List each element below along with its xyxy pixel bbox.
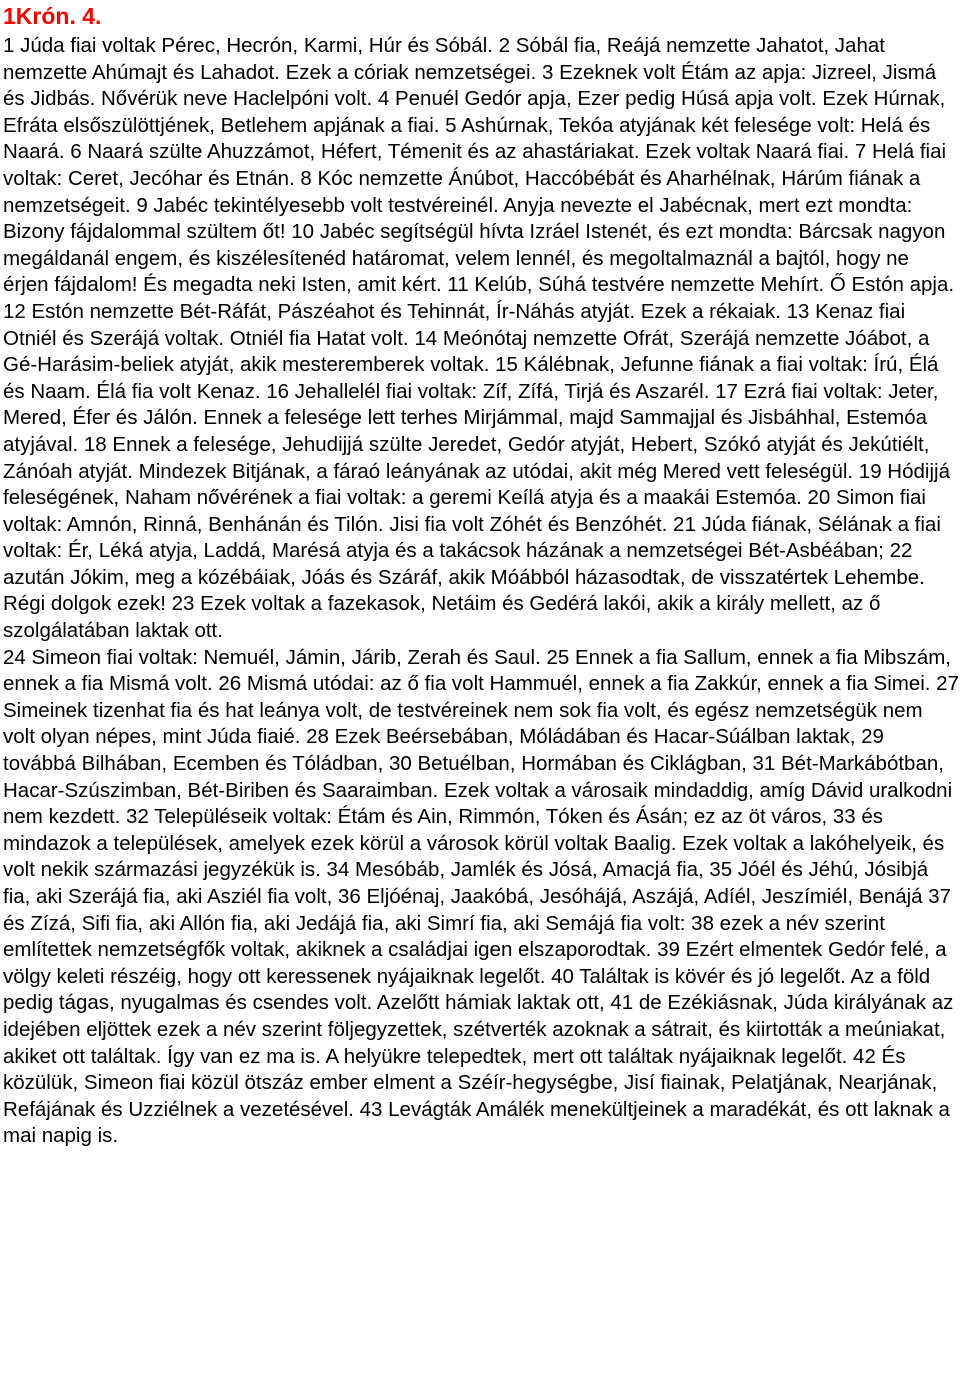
paragraph-verses-1-23: 1 Júda fiai voltak Pérec, Hecrón, Karmi, Húr és Sóbál. 2 Sóbál fia, Reájá nemzette Jahatot, Jahat nemzette Ahúmajt és Lahadot. Ezek a córiak nemzetségei. 3 Ezeknek volt Étám az apja: Jizreel, Jismá és Jidbás. Nővérük neve Haclelpóni volt. 4 Penuél Gedór apja, Ezer pedig Húsá apja volt. Ezek Húrnak, Efráta elsőszülöttjének, Betlehem apjának a fiai. 5 Ashúrnak, Tekóa atyjának két felesége volt: Helá és Naará. 6 Naará szülte Ahuzzámot, Héfert, Témenit és az ahastáriakat. Ezek voltak Naará fiai. 7 Helá fiai voltak: Ceret, Jecóhar és Etnán. 8 Kóc nemzette Ánúbot, Haccóbébát és Aharhélnak, Hárúm fiának a nemzetségeit. 9 Jabéc tekintélyesebb volt testvéreinél. Anyja nevezte el Jabécnak, mert ezt mondta: Bizony fájdalommal szültem őt! 10 Jabéc segítségül hívta Izráel Istenét, és ezt mondta: Bárcsak nagyon megáldanál engem, és kiszélesítenéd határomat, velem lennél, és megoltalmaznál a bajtól, hogy ne érjen fájdalom! És megadta neki Isten, amit kért. 11 Kelúb, Súhá testvére nemzette Mehírt. Ő Estón apja. 12 Estón nemzette Bét-Ráfát, Pászéahot és Tehinnát, Ír-Náhás atyját. Ezek a rékaiak. 13 Kenaz fiai Otniél és Szerájá voltak. Otniél fia Hatat volt. 14 Meónótaj nemzette Ofrát, Szerájá nemzette Jóábot, a Gé-Harásim-beliek atyját, akik mesteremberek voltak. 15 Kálébnak, Jefunne fiának a fiai voltak: Írú, Élá és Naam. Élá fia volt Kenaz. 16 Jehallelél fiai voltak: Zíf, Zífá, Tirjá és Aszarél. 17 Ezrá fiai voltak: Jeter, Mered, Éfer és Jálón. Ennek a felesége lett terhes Mirjámmal, majd Sammajjal és Jisbáhhal, Estemóa atyjával. 18 Ennek a felesége, Jehudijjá szülte Jeredet, Gedór atyját, Hebert, Szókó atyját és Jekútiélt, Zánóah atyját. Mindezek Bitjának, a fáraó leányának az utódai, akit még Mered vett feleségül. 19 Hódijjá feleségének, Naham nővérének a fiai voltak: a geremi Keílá atyja és a maakái Estemóa. 20 Simon fiai voltak: Amnón, Rinná, Benhánán és Tilón. Jisi fia volt Zóhét és Benzóhét. 21 Júda fiának, Sélának a fiai voltak: Ér, Léká atyja, Laddá, Marésá atyja és a takácsok házának a nemzetségei Bét-Asbéában; 22 azután Jókim, meg a kózébáiak, Jóás és Száráf, akik Móábból házasodtak, de visszatértek Lehembe. Régi dolgok ezek! 23 Ezek voltak a fazekasok, Netáim és Gedérá lakói, akik a király mellett, az ő szolgálatában laktak ott. [3,34,955,643]
paragraph-verses-24-43: 24 Simeon fiai voltak: Nemuél, Jámin, Járib, Zerah és Saul. 25 Ennek a fia Sallum, ennek a fia Mibszám, ennek a fia Mismá volt. 26 Mismá utódai: az ő fia volt Hammuél, ennek a fia Zakkúr, ennek a fia Simei. 27 Simeinek tizenhat fia és hat leánya volt, de testvéreinek nem sok fia volt, és egész nemzetségük nem volt olyan népes, mint Júda fiaié. 28 Ezek Beérsebában, Móládában és Hacar-Súálban laktak, 29 továbbá Bilhában, Ecemben és Tóládban, 30 Betuélban, Hormában és Ciklágban, 31 Bét-Markábótban, Hacar-Szúszimban, Bét-Biriben és Saaraimban. Ezek voltak a városaik mindaddig, amíg Dávid uralkodni nem kezdett. 32 Településeik voltak: Étám és Ain, Rimmón, Tóken és Ásán; ez az öt város, 33 és mindazok a települések, amelyek ezek körül a városok körül voltak Baalig. Ezek voltak a lakóhelyeik, és volt nekik származási jegyzékük is. 34 Mesóbáb, Jamlék és Jósá, Amacjá fia, 35 Jóél és Jéhú, Jósibjá fia, aki Szerájá fia, aki Asziél fia volt, 36 Eljóénaj, Jaakóbá, Jesóhájá, Aszájá, Adíél, Jeszímiél, Benájá 37 és Zízá, Sifi fia, aki Allón fia, aki Jedájá fia, aki Simrí fia, aki Semájá fia volt: 38 ezek a név szerint említettek nemzetségfők voltak, akiknek a családjai igen elszaporodtak. 39 Ezért elmentek Gedór felé, a völgy keleti részéig, hogy ott keressenek nyájaiknak legelőt. 40 Találtak is kövér és jó legelőt. Az a föld pedig tágas, nyugalmas és csendes volt. Azelőtt hámiak laktak ott, 41 de Ezékiásnak, Júda királyának az idejében eljöttek ezek a név szerint följegyzettek, szétverték azoknak a sátrait, és kiirtották a meúniakat, akiket ott találtak. Így van ez ma is. A helyükre telepedtek, mert ott találtak nyájaiknak legelőt. 42 És közülük, Simeon fiai közül ötszáz ember elment a Széír-hegységbe, Jisí fiainak, Pelatjának, Nearjának, Refájának és Uzziélnek a vezetésével. 43 Levágták Amálék menekültjeinek a maradékát, és ott laknak a mai napig is. [3,645,959,1148]
chapter-title: 1Krón. 4. [3,3,102,29]
